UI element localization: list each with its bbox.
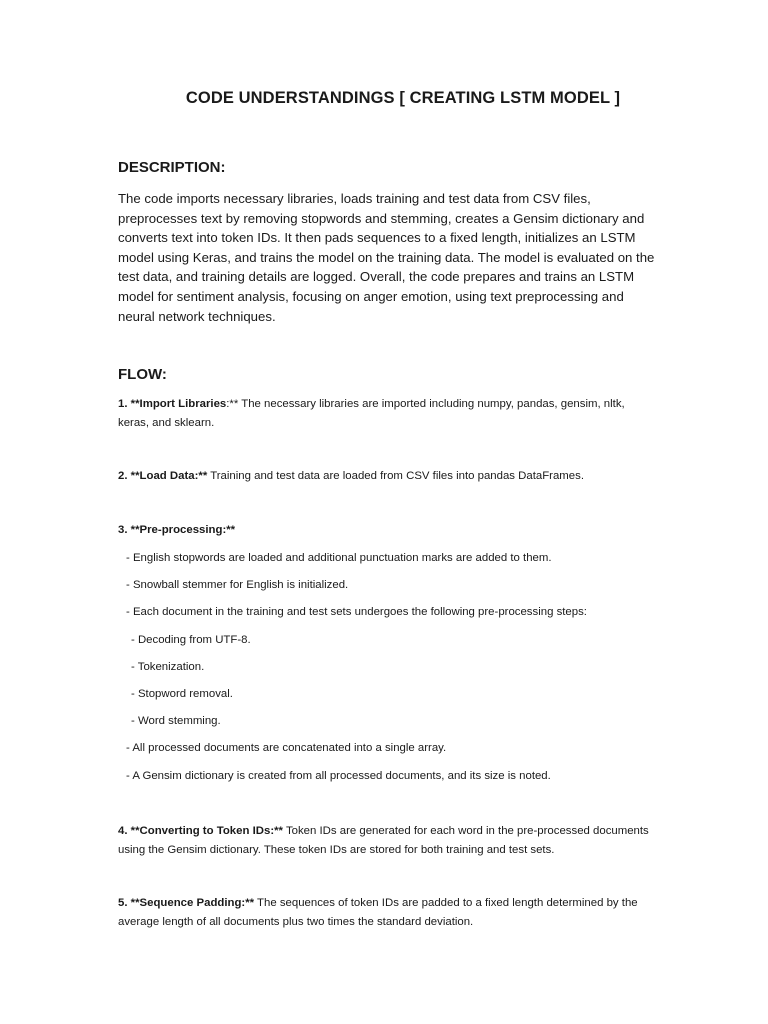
flow-step-1-label: 1. **Import Libraries xyxy=(118,398,227,410)
flow-step-2 xyxy=(118,467,658,486)
flow-step-2-label: 2. **Load Data:** xyxy=(118,470,208,482)
list-item: - A Gensim dictionary is created from all processed documents, and its size is noted. xyxy=(126,770,551,782)
flow-heading: FLOW: xyxy=(118,366,167,383)
flow-step-2-text: Training and test data are loaded from CSV files into pandas DataFrames. xyxy=(207,470,584,482)
list-item: - Word stemming. xyxy=(131,715,221,727)
flow-step-4 xyxy=(118,822,658,859)
flow-step-5-text: The sequences of token IDs are padded to a fixed length determined by the average length of all documents plus two times the standard deviation. xyxy=(118,897,638,928)
flow-step-5-label: 5. **Sequence Padding:** xyxy=(118,897,255,909)
list-item: - Tokenization. xyxy=(131,661,205,673)
flow-step-4-text: Token IDs are generated for each word in the pre-processed documents using the Gensim dictionary. These token IDs are stored for both training and test sets. xyxy=(118,825,649,856)
list-item: - Stopword removal. xyxy=(131,688,233,700)
document-title: CODE UNDERSTANDINGS [ CREATING LSTM MODEL ] xyxy=(185,89,621,107)
list-item: - Decoding from UTF-8. xyxy=(131,634,251,646)
flow-step-3 xyxy=(118,521,658,540)
flow-step-5 xyxy=(118,894,658,931)
list-item: - All processed documents are concatenated into a single array. xyxy=(126,742,447,754)
list-item: - Snowball stemmer for English is initialized. xyxy=(126,579,349,591)
description-heading: DESCRIPTION: xyxy=(118,159,226,176)
flow-step-4-label: 4. **Converting to Token IDs:** xyxy=(118,825,283,837)
flow-step-1 xyxy=(118,395,658,432)
list-item: - Each document in the training and test sets undergoes the following pre-processing steps: xyxy=(126,606,587,618)
list-item: - English stopwords are loaded and additional punctuation marks are added to them. xyxy=(126,552,552,564)
flow-step-3-label: 3. **Pre-processing:** xyxy=(118,524,236,536)
flow-step-1-text: :** The necessary libraries are imported including numpy, pandas, gensim, nltk, keras, and sklearn. xyxy=(118,398,625,429)
description-text: The code imports necessary libraries, loads training and test data from CSV files, preprocesses text by removing stopwords and stemming, creates a Gensim dictionary and converts text into token IDs. It then pads sequences to a fixed length, initializes an LSTM model using Keras, and trains the model on the training data. The model is evaluated on the test data, and training details are logged. Overall, the code prepares and trains an LSTM model for sentiment analysis, focusing on anger emotion, using text preprocessing and neural network techniques. xyxy=(118,191,655,324)
